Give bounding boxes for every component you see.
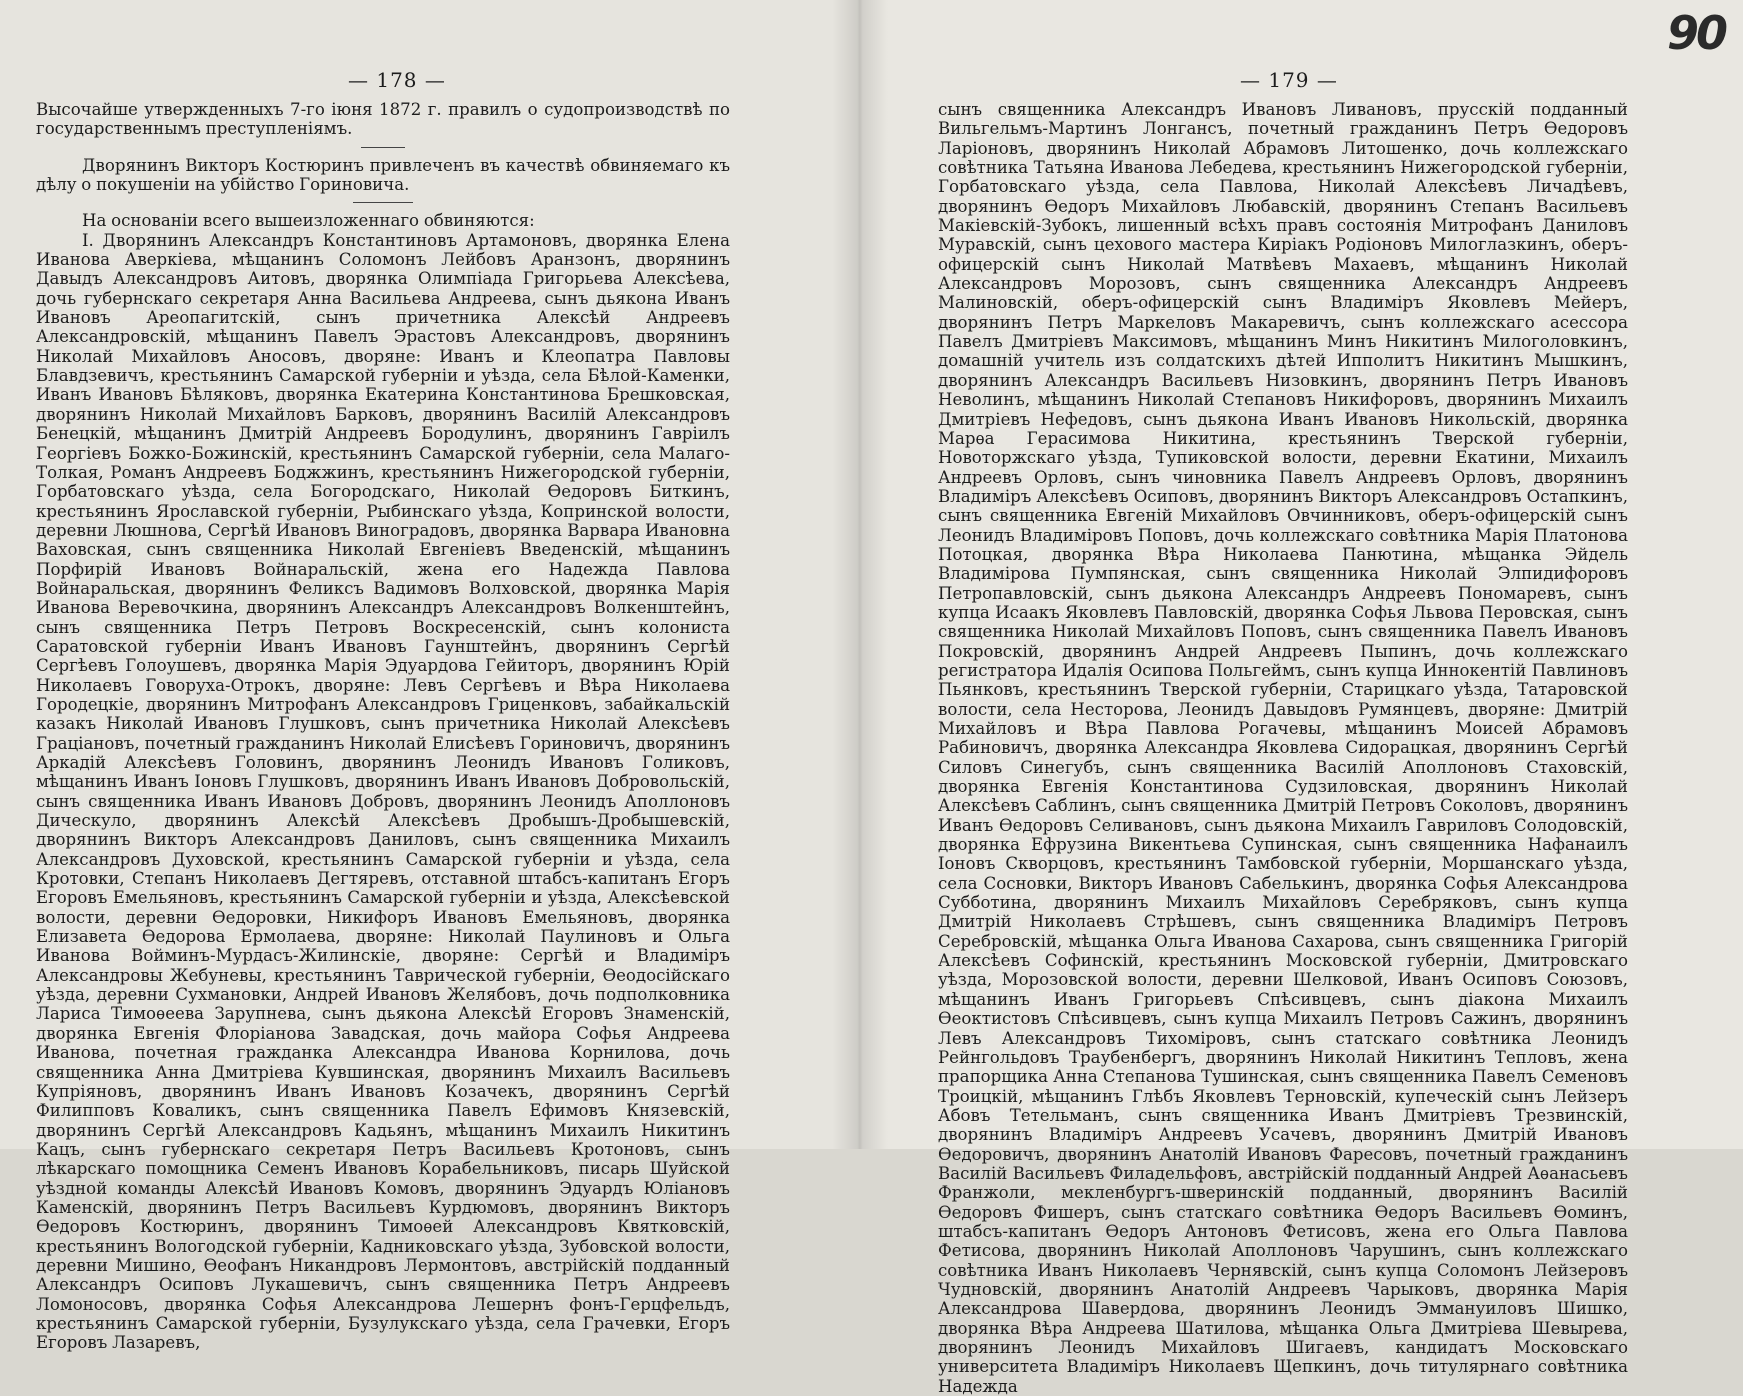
left-page-body [36,100,730,1353]
handwritten-folio-number: 90 [1666,6,1725,60]
right-page-body [938,100,1628,1396]
intro-paragraph: Высочайше утвержденныхъ 7-го іюня 1872 г. правилъ о судопроизводствѣ по государственнымъ преступленіямъ. [36,100,730,139]
section-divider [353,202,413,203]
right-page [860,0,1743,1396]
accused-list-part1: I. Дворянинъ Александръ Константиновъ Артамоновъ, дворянка Елена Иванова Аверкіева, мѣщанинъ Соломонъ Лейбовъ Аранзонъ, дворянинъ Давыдъ Александровъ Аитовъ, дворянка Олимпіада Григорьева Алексѣева, дочь губернскаго секретаря Анна Васильева Андреева, сынъ дьякона Иванъ Ивановъ Ареопагитскій, сынъ причетника Алексѣй Андреевъ Александровскій, мѣщанинъ Павелъ Эрастовъ Александровъ, дворянинъ Николай Михайловъ Аносовъ, дворяне: Иванъ и Клеопатра Павловы Блавдзевичъ, крестьянинъ Самарской губерніи и уѣзда, села Бѣлой-Каменки, Иванъ Ивановъ Бѣляковъ, дворянка Екатерина Константинова Брешковская, дворянинъ Николай Михайловъ Барковъ, дворянинъ Василій Александровъ Бенецкій, мѣщанинъ Дмитрій Андреевъ Бородулинъ, дворянинъ Гавріилъ Георгіевъ Божко-Божинскій, крестьянинъ Самарской губерніи, села Малаго-Толкая, Романъ Андреевъ Боджжинъ, крестьянинъ Нижегородской губерніи, Горбатовскаго уѣзда, села Богородскаго, Николай Ѳедоровъ Биткинъ, крестьянинъ Ярославской губерніи, Рыбинскаго уѣзда, Копринской волости, деревни Люшнова, Сергѣй Ивановъ Виноградовъ, дворянка Варвара Ивановна Ваховская, сынъ священника Николай Евгеніевъ Введенскій, мѣщанинъ Порфирій Ивановъ Войнаральскій, жена его Надежда Павлова Войнаральская, дворянинъ Феликсъ Вадимовъ Волховской, дворянка Марія Иванова Веревочкина, дворянинъ Александръ Александровъ Волкенштейнъ, сынъ священника Петръ Петровъ Воскресенскій, сынъ колониста Саратовской губерніи Иванъ Ивановъ Гаунштейнъ, дворянинъ Сергѣй Сергѣевъ Голоушевъ, дворянка Марія Эдуардова Гейиторъ, дворянинъ Юрій Николаевъ Говоруха-Отрокъ, дворяне: Левъ Сергѣевъ и Вѣра Николаева Городецкіе, дворянинъ Митрофанъ Александровъ Гриценковъ, забайкальскій казакъ Николай Ивановъ Глушковъ, сынъ причетника Николай Алексѣевъ Граціановъ, почетный гражданинъ Николай Елисѣевъ Гориновичъ, дворянинъ Аркадій Алексѣевъ Головинъ, дворянинъ Леонидъ Ивановъ Голиковъ, мѣщанинъ Иванъ Іоновъ Глушковъ, дворянинъ Иванъ Ивановъ Добровольскій, сынъ священника Иванъ Ивановъ Добровъ, дворянинъ Леонидъ Аполлоновъ Дическуло, дворянинъ Алексѣй Алексѣевъ Дробышъ-Дробышевскій, дворянинъ Викторъ Александровъ Даниловъ, сынъ священника Михаилъ Александровъ Духовской, крестьянинъ Самарской губерніи и уѣзда, села Кротовки, Степанъ Николаевъ Дегтяревъ, отставной штабсъ-капитанъ Егоръ Егоровъ Емельяновъ, крестьянинъ Самарской губерніи и уѣзда, Алексѣевской волости, деревни Ѳедоровки, Никифоръ Ивановъ Емельяновъ, дворянка Елизавета Ѳедорова Ермолаева, дворяне: Николай Паулиновъ и Ольга Иванова Войминъ-Мурдасъ-Жилинскіе, дворяне: Сергѣй и Владиміръ Александровы Жебуневы, крестьянинъ Таврической губерніи, Ѳеодосійскаго уѣзда, деревни Сухмановки, Андрей Ивановъ Желябовъ, дочь подполковника Лариса Тимоѳеева Зарупнева, сынъ дьякона Алексѣй Егоровъ Знаменскій, дворянка Евгенія Флоріанова Завадская, дочь майора Софья Андреева Иванова, почетная гражданка Александра Иванова Корнилова, дочь священника Анна Дмитріева Кувшинская, дворянинъ Михаилъ Васильевъ Купріяновъ, дворянинъ Иванъ Ивановъ Козачекъ, дворянинъ Сергѣй Филипповъ Коваликъ, сынъ священника Павелъ Ефимовъ Князевскій, дворянинъ Сергѣй Александровъ Кадьянъ, мѣщанинъ Михаилъ Никитинъ Кацъ, сынъ губернскаго секретаря Петръ Васильевъ Кротоновъ, сынъ лѣкарскаго помощника Семенъ Ивановъ Корабельниковъ, писарь Шуйской уѣздной команды Алексѣй Ивановъ Комовъ, дворянинъ Эдуардъ Юліановъ Каменскій, дворянинъ Петръ Васильевъ Курдюмовъ, дворянинъ Викторъ Ѳедоровъ Костюринъ, дворянинъ Тимоѳей Александровъ Квятковскій, крестьянинъ Вологодской губерніи, Кадниковскаго уѣзда, Зубовской волости, деревни Мишино, Ѳеофанъ Никандровъ Лермонтовъ, австрійскій подданный Александръ Осиповъ Лукашевичъ, сынъ священника Петръ Андреевъ Ломоносовъ, дворянка Софья Александрова Лешернъ фонъ-Герцфельдъ, крестьянинъ Самарской губерніи, Бузулукскаго уѣзда, села Грачевки, Егоръ Егоровъ Лазаревъ, [36,230,730,1353]
section-divider [361,147,405,148]
accused-list-part2: сынъ священника Александръ Ивановъ Ливановъ, прусскій подданный Вильгельмъ-Мартинъ Лонгансъ, почетный гражданинъ Петръ Ѳедоровъ Ларіоновъ, дворянинъ Николай Абрамовъ Литошенко, дочь коллежскаго совѣтника Татьяна Иванова Лебедева, крестьянинъ Нижегородской губерніи, Горбатовскаго уѣзда, села Павлова, Николай Алексѣевъ Личадѣевъ, дворянинъ Ѳедоръ Михайловъ Любавскій, дворянинъ Степанъ Васильевъ Макіевскій-Зубокъ, лишенный всѣхъ правъ состоянія Митрофанъ Даниловъ Муравскій, сынъ цехового мастера Киріакъ Родіоновъ Милоглазкинъ, оберъ-офицерскій сынъ Николай Матвѣевъ Махаевъ, мѣщанинъ Николай Александровъ Морозовъ, сынъ священника Александръ Андреевъ Малиновскій, оберъ-офицерскій сынъ Владиміръ Яковлевъ Мейеръ, дворянинъ Петръ Маркеловъ Макаревичъ, сынъ коллежскаго асессора Павелъ Дмитріевъ Максимовъ, мѣщанинъ Минъ Никитинъ Милоголовкинъ, домашній учитель изъ солдатскихъ дѣтей Ипполитъ Никитинъ Мышкинъ, дворянинъ Александръ Васильевъ Низовкинъ, дворянинъ Петръ Ивановъ Неволинъ, мѣщанинъ Николай Степановъ Никифоровъ, дворянинъ Михаилъ Дмитріевъ Нефедовъ, сынъ дьякона Иванъ Ивановъ Никольскій, дворянка Марѳа Герасимова Никитина, крестьянинъ Тверской губерніи, Новоторжскаго уѣзда, Тупиковской волости, деревни Екатини, Михаилъ Андреевъ Орловъ, сынъ чиновника Павелъ Андреевъ Орловъ, дворянинъ Владиміръ Алексѣевъ Осиповъ, дворянинъ Викторъ Александровъ Остапкинъ, сынъ священника Евгеній Михайловъ Овчинниковъ, оберъ-офицерскій сынъ Леонидъ Владиміровъ Поповъ, дочь коллежскаго совѣтника Марія Платонова Потоцкая, дворянка Вѣра Николаева Панютина, мѣщанка Эйдель Владимірова Пумпянская, сынъ священника Николай Элпидифоровъ Петропавловскій, сынъ дьякона Александръ Андреевъ Пономаревъ, сынъ купца Исаакъ Яковлевъ Павловскій, дворянка Софья Львова Перовская, сынъ священника Николай Михайловъ Поповъ, сынъ священника Павелъ Ивановъ Покровскій, дворянинъ Андрей Андреевъ Пыпинъ, дочь коллежскаго регистратора Идалія Осипова Польгеймъ, сынъ купца Иннокентій Павлиновъ Пьянковъ, крестьянинъ Тверской губерніи, Старицкаго уѣзда, Татаровской волости, села Несторова, Леонидъ Давыдовъ Румянцевъ, дворяне: Дмитрій Михайловъ и Вѣра Павлова Рогачевы, мѣщанинъ Моисей Абрамовъ Рабиновичъ, дворянка Александра Яковлева Сидорацкая, дворянинъ Сергѣй Силовъ Синегубъ, сынъ священника Василій Аполлоновъ Стаховскій, дворянка Евгенія Константинова Судзиловская, дворянинъ Николай Алексѣевъ Саблинъ, сынъ священника Дмитрій Петровъ Соколовъ, дворянинъ Иванъ Ѳедоровъ Селивановъ, сынъ дьякона Михаилъ Гавриловъ Солодовскій, дворянка Ефрузина Викентьева Супинская, сынъ священника Нафанаилъ Іоновъ Скворцовъ, крестьянинъ Тамбовской губерніи, Моршанскаго уѣзда, села Сосновки, Викторъ Ивановъ Сабелькинъ, дворянка Софья Александрова Субботина, дворянинъ Михаилъ Михайловъ Серебряковъ, сынъ купца Дмитрій Николаевъ Стрѣшевъ, сынъ священника Владиміръ Петровъ Серебровскій, мѣщанка Ольга Иванова Сахарова, сынъ священника Григорій Алексѣевъ Софинскій, крестьянинъ Московской губерніи, Дмитровскаго уѣзда, Морозовской волости, деревни Шелковой, Иванъ Осиповъ Союзовъ, мѣщанинъ Иванъ Григорьевъ Спѣсивцевъ, сынъ діакона Михаилъ Ѳеоктистовъ Спѣсивцевъ, сынъ купца Михаилъ Петровъ Сажинъ, дворянинъ Левъ Александровъ Тихоміровъ, сынъ статскаго совѣтника Леонидъ Рейнгольдовъ Траубенбергъ, дворянинъ Николай Никитинъ Тепловъ, жена прапорщика Анна Степанова Тушинская, сынъ священника Павелъ Семеновъ Троицкій, мѣщанинъ Глѣбъ Яковлевъ Терновскій, купеческій сынъ Лейзеръ Абовъ Тетельманъ, сынъ священника Иванъ Дмитріевъ Трезвинскій, дворянинъ Владиміръ Андреевъ Усачевъ, дворянинъ Дмитрій Ивановъ Ѳедоровичъ, дворянинъ Анатолій Ивановъ Фаресовъ, почетный гражданинъ Василій Васильевъ Филадельфовъ, австрійскій подданный Андрей Аѳанасьевъ Франжоли, мекленбургъ-шверинскій подданный, дворянинъ Василій Ѳедоровъ Фишеръ, сынъ статскаго совѣтника Ѳедоръ Васильевъ Ѳоминъ, штабсъ-капитанъ Ѳедоръ Антоновъ Фетисовъ, жена его Ольга Павлова Фетисова, дворянинъ Николай Аполлоновъ Чарушинъ, сынъ коллежскаго совѣтника Иванъ Николаевъ Чернявскій, сынъ купца Соломонъ Лейзеровъ Чудновскій, дворянинъ Анатолій Андреевъ Чарыковъ, дворянка Марія Александрова Шавердова, дворянинъ Леонидъ Эммануиловъ Шишко, дворянка Вѣра Андреева Шатилова, мѣщанка Ольга Дмитріева Шевырева, дворянинъ Леонидъ Михайловъ Шигаевъ, кандидатъ Московскаго университета Владиміръ Николаевъ Щепкинъ, дочь титулярнаго совѣтника Надежда [938,100,1628,1396]
book-gutter [832,0,888,1149]
page-number-right: — 179 — [1240,68,1338,92]
basis-paragraph: На основаніи всего вышеизложеннаго обвиняются: [82,211,535,231]
kostyurin-paragraph: Дворянинъ Викторъ Костюринъ привлеченъ въ качествѣ обвиняемаго къ дѣлу о покушеніи на убійство Гориновича. [36,155,730,195]
page-number-left: — 178 — [348,68,446,92]
left-page [0,0,860,1353]
